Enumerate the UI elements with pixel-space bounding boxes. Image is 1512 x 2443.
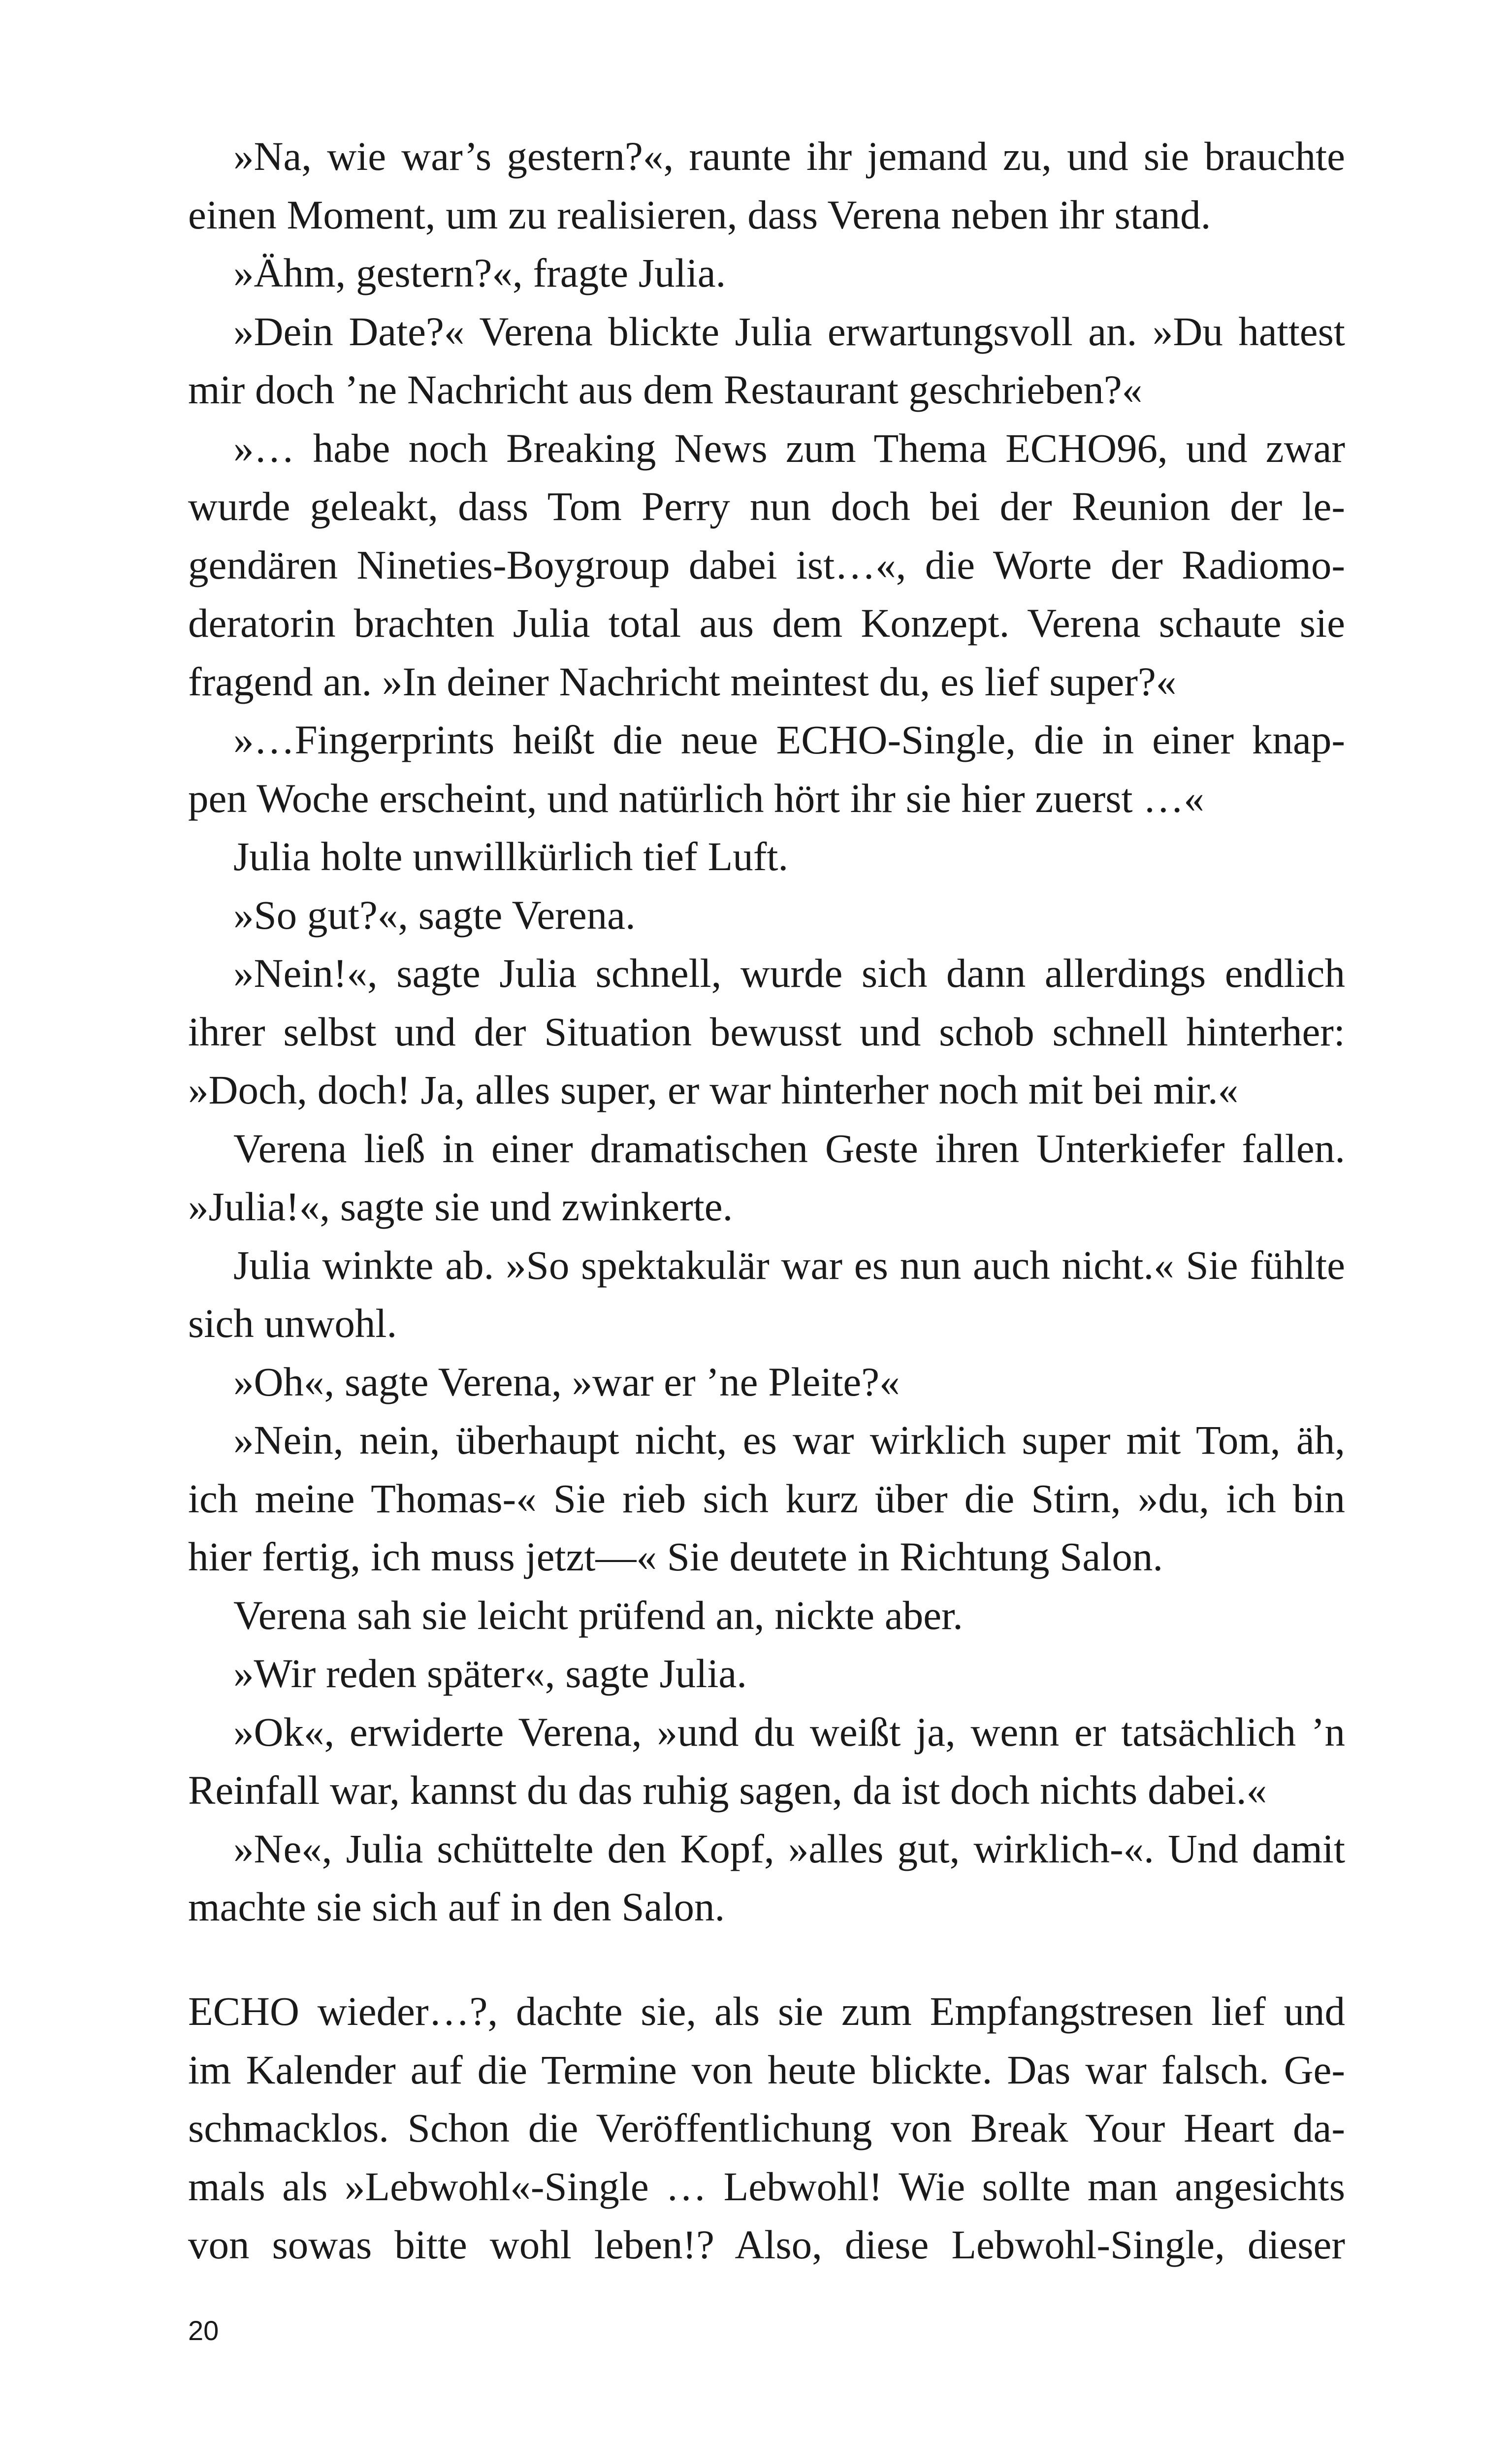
text-line: »Oh«, sagte Verena, »war er ’ne Pleite?« — [233, 1359, 900, 1404]
text-line: von sowas bitte wohl leben!? Also, diese Lebwohl-Single, dieser — [188, 2222, 1345, 2267]
text-line: Julia winkte ab. »So spektakulär war es nun auch nicht.« Sie fühlte — [233, 1242, 1345, 1288]
text-line: fragend an. »In deiner Nachricht meintest du, es lief super?« — [188, 658, 1177, 704]
text-line: einen Moment, um zu realisieren, dass Verena neben ihr stand. — [188, 192, 1211, 237]
text-line: gendären Nineties-Boygroup dabei ist…«, die Worte der Radiomo- — [188, 542, 1345, 587]
text-line: sich unwohl. — [188, 1301, 397, 1346]
text-line: Verena sah sie leicht prüfend an, nickte aber. — [233, 1592, 963, 1638]
text-line: mir doch ’ne Nachricht aus dem Restaurant geschrieben?« — [188, 367, 1143, 412]
text-line: »Ok«, erwiderte Verena, »und du weißt ja, wenn er tatsächlich ’n — [233, 1709, 1345, 1755]
text-line: »Doch, doch! Ja, alles super, er war hinterher noch mit bei mir.« — [188, 1067, 1239, 1112]
page-number: 20 — [188, 2315, 219, 2346]
text-line: »…Fingerprints heißt die neue ECHO-Single, die in einer knap- — [233, 717, 1345, 762]
text-line: pen Woche erscheint, und natürlich hört ihr sie hier zuerst …« — [188, 775, 1204, 821]
text-section-reflection — [188, 1982, 1345, 2274]
text-line: »Nein!«, sagte Julia schnell, wurde sich dann allerdings endlich — [233, 950, 1345, 996]
text-section-dialogue — [188, 127, 1345, 1936]
text-line: Julia holte unwillkürlich tief Luft. — [233, 834, 789, 879]
text-line: »Dein Date?« Verena blickte Julia erwartungsvoll an. »Du hattest — [233, 308, 1345, 354]
text-line: mals als »Lebwohl«-Single … Lebwohl! Wie sollte man angesichts — [188, 2163, 1345, 2209]
text-line: ECHO wieder…?, dachte sie, als sie zum Empfangstresen lief und — [188, 1988, 1345, 2034]
text-line: »Nein, nein, überhaupt nicht, es war wirklich super mit Tom, äh, — [233, 1417, 1345, 1463]
text-line: schmacklos. Schon die Veröffentlichung von Break Your Heart da- — [188, 2105, 1345, 2150]
text-line: »Ähm, gestern?«, fragte Julia. — [233, 250, 726, 295]
text-line: »Na, wie war’s gestern?«, raunte ihr jemand zu, und sie brauchte — [233, 133, 1345, 179]
text-line: deratorin brachten Julia total aus dem Konzept. Verena schaute sie — [188, 600, 1345, 646]
text-line: »Ne«, Julia schüttelte den Kopf, »alles gut, wirklich-«. Und damit — [233, 1825, 1345, 1871]
text-line: »Wir reden später«, sagte Julia. — [233, 1651, 747, 1696]
text-line: »So gut?«, sagte Verena. — [233, 892, 636, 938]
text-line: Verena ließ in einer dramatischen Geste ihren Unterkiefer fallen. — [233, 1125, 1345, 1171]
text-line: wurde geleakt, dass Tom Perry nun doch bei der Reunion der le- — [188, 484, 1345, 529]
text-line: Reinfall war, kannst du das ruhig sagen, da ist doch nichts dabei.« — [188, 1767, 1267, 1813]
text-line: ihrer selbst und der Situation bewusst und schob schnell hinterher: — [188, 1009, 1345, 1054]
text-line: hier fertig, ich muss jetzt—« Sie deutete in Richtung Salon. — [188, 1534, 1163, 1579]
text-line: »… habe noch Breaking News zum Thema ECHO96, und zwar — [233, 425, 1345, 471]
text-line: ich meine Thomas-« Sie rieb sich kurz über die Stirn, »du, ich bin — [188, 1475, 1345, 1521]
text-line: im Kalender auf die Termine von heute blickte. Das war falsch. Ge- — [188, 2047, 1345, 2092]
text-line: »Julia!«, sagte sie und zwinkerte. — [188, 1184, 733, 1229]
text-line: machte sie sich auf in den Salon. — [188, 1884, 725, 1929]
